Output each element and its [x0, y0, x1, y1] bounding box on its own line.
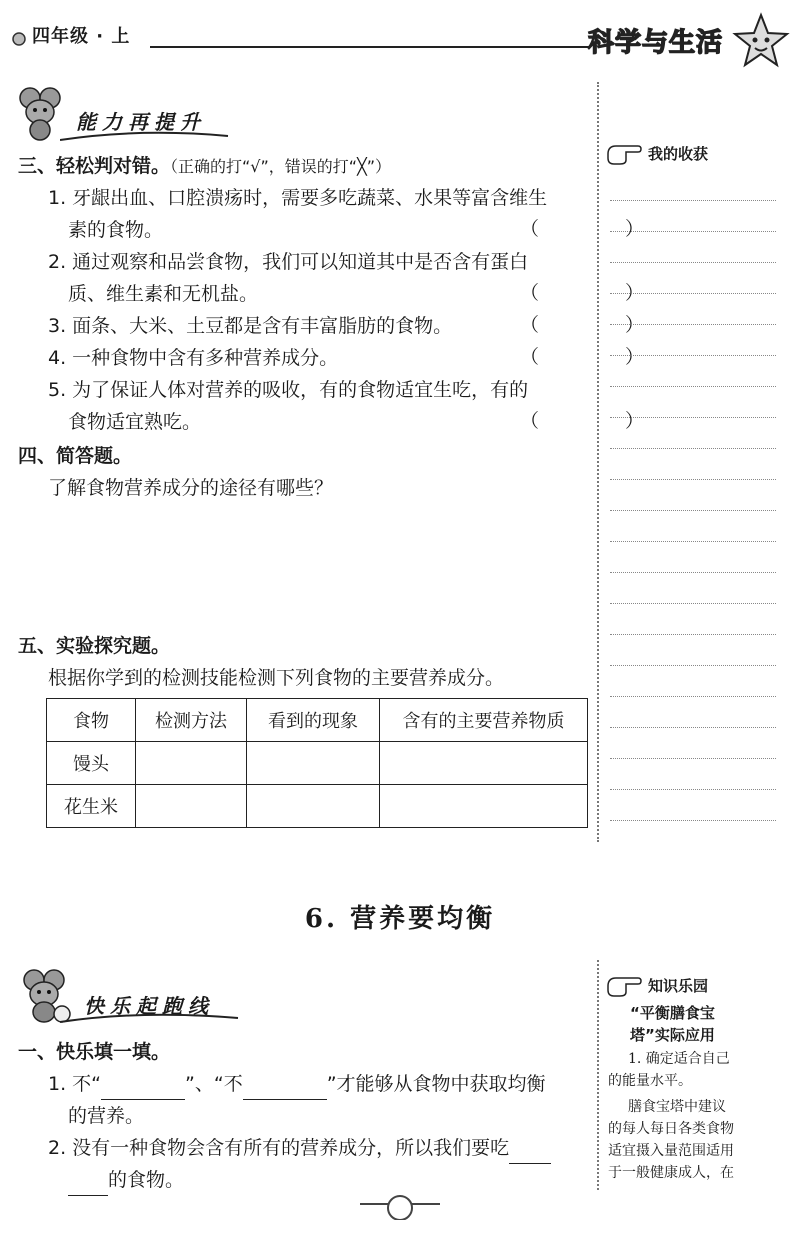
sidebar-note-line[interactable]	[610, 541, 776, 542]
q3-item-1-line2: 素的食物。	[68, 219, 164, 241]
table-header-cell: 看到的现象	[247, 699, 380, 742]
q3-hint: （正确的打“√”，错误的打“╳”）	[170, 157, 392, 176]
q4-title: 四、简答题。	[18, 445, 133, 467]
sidebar-title-harvest: 我的收获	[648, 145, 709, 163]
q3-item-3: 3. 面条、大米、土豆都是含有丰富脂肪的食物。	[48, 315, 453, 337]
banner-swoosh	[60, 130, 230, 144]
sidebar-note-line[interactable]	[610, 355, 776, 356]
section-banner-start: 快乐起跑线	[84, 994, 214, 1018]
sidebar-subtitle-1: “平衡膳食宝	[630, 1004, 715, 1022]
q3-title: 三、轻松判对错。	[18, 155, 171, 177]
fill-blank-1[interactable]	[101, 1075, 185, 1100]
answer-paren-3[interactable]: （ ）	[520, 314, 685, 336]
answer-paren-2[interactable]: （ ）	[520, 282, 685, 304]
fill-q1-item-2	[48, 1132, 593, 1164]
q3-item-2-line2: 质、维生素和无机盐。	[68, 283, 259, 305]
sidebar-note-line[interactable]	[610, 386, 776, 387]
grade-label: 四年级 · 上	[32, 26, 131, 47]
sidebar-note-line[interactable]	[610, 417, 776, 418]
banner-swoosh	[60, 1012, 240, 1026]
table-row	[47, 785, 588, 828]
table-header-row	[47, 699, 588, 742]
table-cell-input[interactable]	[380, 785, 588, 828]
sidebar-note-line[interactable]	[610, 262, 776, 263]
q5-title: 五、实验探究题。	[18, 635, 171, 657]
sidebar-note-line[interactable]	[610, 603, 776, 604]
table-cell-input[interactable]	[380, 742, 588, 785]
column-divider	[597, 82, 599, 842]
q3-heading	[18, 150, 391, 183]
sidebar-note-line[interactable]	[610, 634, 776, 635]
page-ornament	[350, 1190, 450, 1220]
sidebar-note-line[interactable]	[610, 789, 776, 790]
answer-paren-5[interactable]: （ ）	[520, 410, 685, 432]
q4-question: 了解食物营养成分的途径有哪些？	[48, 477, 334, 499]
fill-text: ”、“不	[185, 1073, 243, 1095]
sidebar-note-line[interactable]	[610, 572, 776, 573]
table-row	[47, 742, 588, 785]
sidebar-note-line[interactable]	[610, 665, 776, 666]
sidebar-note-line[interactable]	[610, 820, 776, 821]
section-banner-ability: 能力再提升	[76, 110, 206, 134]
fill-text: 的食物。	[108, 1169, 185, 1191]
sidebar-note-line[interactable]	[610, 448, 776, 449]
fill-blank-3-cont[interactable]	[68, 1171, 108, 1196]
sidebar-title-knowledge: 知识乐园	[648, 977, 709, 995]
q3-item-2-line1: 2. 通过观察和品尝食物，我们可以知道其中是否含有蛋白	[48, 251, 529, 273]
q5-intro: 根据你学到的检测技能检测下列食物的主要营养成分。	[48, 667, 505, 689]
table-cell-input[interactable]	[247, 785, 380, 828]
table-cell-input[interactable]	[136, 785, 247, 828]
fill-text: ”才能够从食物中获取均衡	[326, 1073, 546, 1095]
sidebar-note-line[interactable]	[610, 324, 776, 325]
sidebar-text-line: 于一般健康成人，在	[608, 1165, 734, 1181]
sidebar-text-line: 适宜摄入量范围适用	[608, 1143, 734, 1159]
column-divider	[597, 960, 599, 1190]
sidebar-text-line: 膳食宝塔中建议	[628, 1099, 726, 1115]
star-mascot-icon	[732, 12, 790, 70]
pointing-hand-icon	[606, 140, 642, 166]
sidebar-text-line: 的能量水平。	[608, 1073, 692, 1089]
sidebar-text-line: 的每人每日各类食物	[608, 1121, 734, 1137]
sidebar-subtitle-2: 塔”实际应用	[630, 1026, 715, 1044]
q4-answer-area[interactable]	[48, 510, 588, 620]
sidebar-note-line[interactable]	[610, 727, 776, 728]
sidebar-note-line[interactable]	[610, 231, 776, 232]
fill-text: 2. 没有一种食物会含有所有的营养成分，所以我们要吃	[48, 1137, 510, 1159]
fill-blank-3[interactable]	[509, 1139, 551, 1164]
sidebar-note-line[interactable]	[610, 758, 776, 759]
sidebar-note-line[interactable]	[610, 510, 776, 511]
q3-item-5-line1: 5. 为了保证人体对营养的吸收，有的食物适宜生吃，有的	[48, 379, 529, 401]
q3-item-2	[48, 246, 528, 310]
fill-q1-item-1-cont: 的营养。	[68, 1105, 145, 1127]
table-header-cell: 含有的主要营养物质	[380, 699, 588, 742]
answer-paren-1[interactable]: （ ）	[520, 218, 685, 240]
q3-item-5-line2: 食物适宜熟吃。	[68, 411, 202, 433]
sidebar-note-line[interactable]	[610, 479, 776, 480]
table-header-cell: 检测方法	[136, 699, 247, 742]
book-title: 科学与生活	[588, 28, 724, 58]
sidebar-note-line[interactable]	[610, 293, 776, 294]
q3-item-5	[48, 374, 528, 438]
fill-q1-item-1	[48, 1068, 588, 1100]
table-header-cell: 食物	[47, 699, 136, 742]
fill-text: 1. 不“	[48, 1073, 102, 1095]
answer-paren-4[interactable]: （ ）	[520, 346, 685, 368]
fill-q1-title: 一、快乐填一填。	[18, 1041, 171, 1063]
pointing-hand-icon	[606, 972, 642, 998]
sun-icon	[8, 28, 30, 50]
q3-item-1	[48, 182, 547, 246]
sidebar-text-line: 1. 确定适合自己	[628, 1051, 730, 1067]
q3-item-4: 4. 一种食物中含有多种营养成分。	[48, 347, 339, 369]
table-cell-input[interactable]	[136, 742, 247, 785]
table-row-label: 花生米	[47, 785, 136, 828]
table-row-label: 馒头	[47, 742, 136, 785]
fill-blank-2[interactable]	[243, 1075, 327, 1100]
experiment-table	[46, 698, 588, 828]
table-cell-input[interactable]	[247, 742, 380, 785]
sidebar-note-line[interactable]	[610, 696, 776, 697]
chapter-title: 6. 营养要均衡	[304, 904, 496, 934]
sidebar-note-line[interactable]	[610, 200, 776, 201]
header-rule	[150, 46, 590, 48]
q3-item-1-line1: 1. 牙龈出血、口腔溃疡时，需要多吃蔬菜、水果等富含维生	[48, 187, 548, 209]
fill-q1-item-2-cont	[68, 1164, 184, 1196]
